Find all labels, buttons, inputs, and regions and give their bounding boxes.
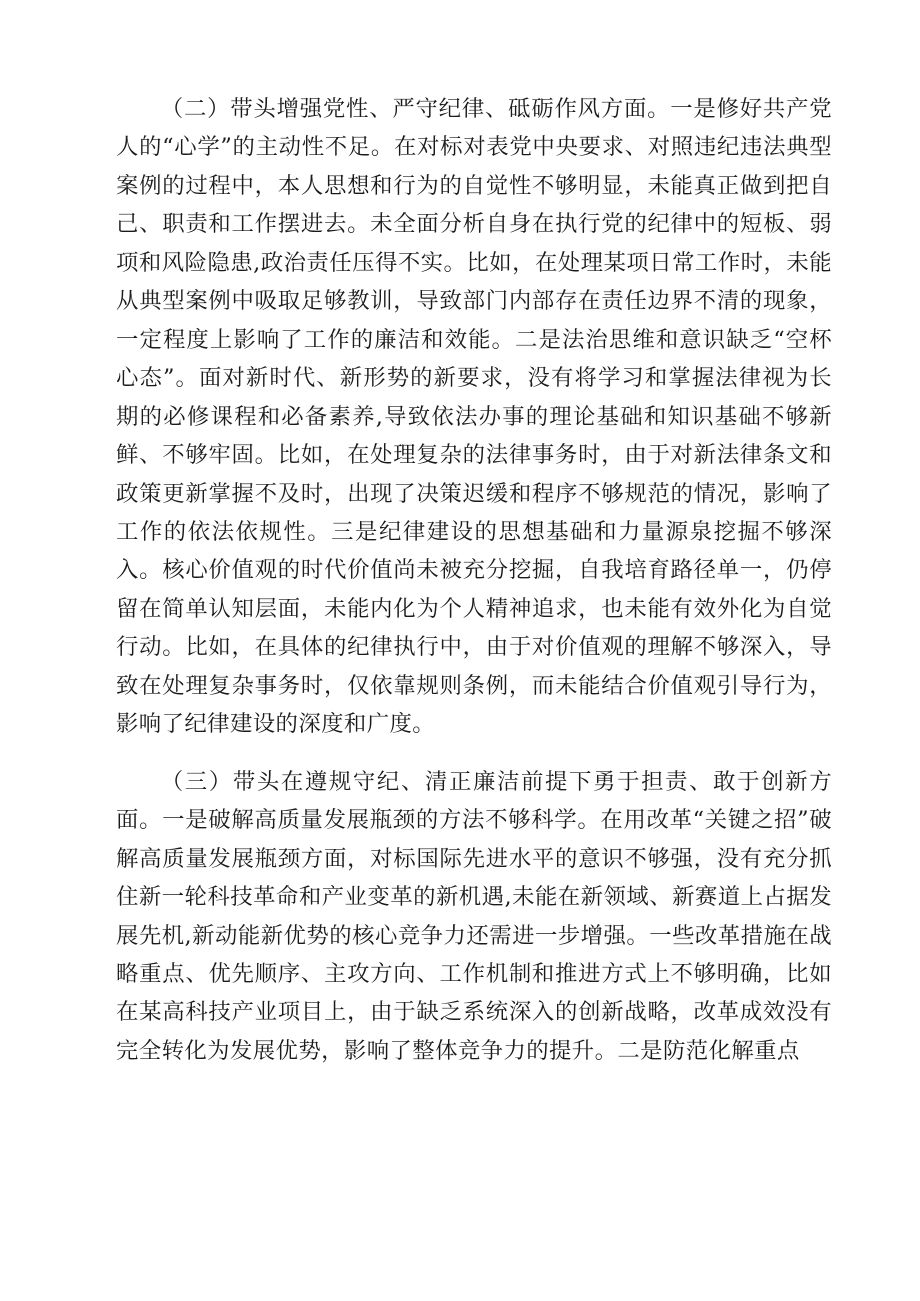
paragraph-gap xyxy=(116,744,832,763)
paragraph-section-three: （三）带头在遵规守纪、清正廉洁前提下勇于担责、敢于创新方面。一是破解高质量发展瓶颈的方法不够科学。在用改革“关键之招”破解高质量发展瓶颈方面，对标国际先进水平的意识不够强，没有充分抓住新一轮科技革命和产业变革的新机遇,未能在新领域、新赛道上占据发展先机,新动能新优势的核心竞争力还需进一步增强。一些改革措施在战略重点、优先顺序、主攻方向、工作机制和推进方式上不够明确，比如在某高科技产业项目上，由于缺乏系统深入的创新战略，改革成效没有完全转化为发展优势，影响了整体竞争力的提升。二是防范化解重点 xyxy=(116,768,832,1064)
paragraph-section-two: （二）带头增强党性、严守纪律、砥砺作风方面。一是修好共产党人的“心学”的主动性不足。在对标对表党中央要求、对照违纪违法典型案例的过程中，本人思想和行为的自觉性不够明显，未能真正做到把自己、职责和工作摆进去。未全面分析自身在执行党的纪律中的短板、弱项和风险隐患,政治责任压得不实。比如，在处理某项日常工作时，未能从典型案例中吸取足够教训，导致部门内部存在责任边界不清的现象，一定程度上影响了工作的廉洁和效能。二是法治思维和意识缺乏“空杯心态”。面对新时代、新形势的新要求，没有将学习和掌握法律视为长期的必修课程和必备素养,导致依法办事的理论基础和知识基础不够新鲜、不够牢固。比如，在处理复杂的法律事务时，由于对新法律条文和政策更新掌握不及时，出现了决策迟缓和程序不够规范的情况，影响了工作的依法依规性。三是纪律建设的思想基础和力量源泉挖掘不够深入。核心价值观的时代价值尚未被充分挖掘，自我培育路径单一，仍停留在简单认知层面，未能内化为个人精神追求，也未能有效外化为自觉行动。比如，在具体的纪律执行中，由于对价值观的理解不够深入，导致在处理复杂事务时，仅依靠规则条例，而未能结合价值观引导行为，影响了纪律建设的深度和广度。 xyxy=(116,96,832,738)
